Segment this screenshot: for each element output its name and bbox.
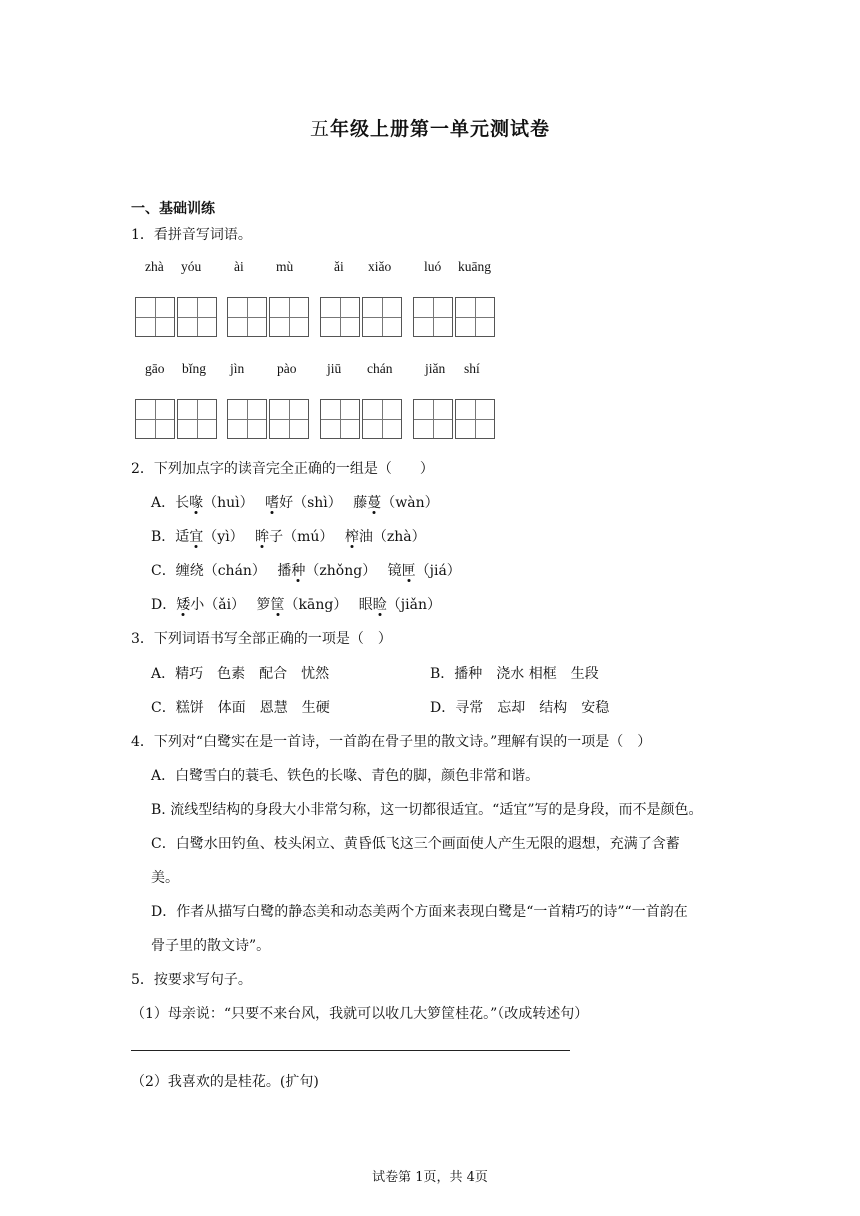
title-main: 年级上册第一单元测试卷 — [330, 118, 551, 140]
q4-option-b: B. 流线型结构的身段大小非常匀称，这一切都很适宜。“适宜”写的是身段，而不是颜色。 — [151, 802, 703, 818]
pinyin: jìn — [230, 361, 245, 376]
q3-option-a: A．精巧 色素 配合 忧然 — [151, 666, 330, 682]
writing-cell[interactable] — [227, 297, 267, 337]
q3-option-b: B．播种 浇水 相框 生段 — [430, 666, 599, 682]
q4-option-d-cont: 骨子里的散文诗”。 — [151, 938, 271, 954]
section-heading: 一、基础训练 — [131, 201, 215, 217]
page-footer: 试卷第 1页，共 4页 — [372, 1170, 488, 1185]
q2-option-d: D．矮小（ǎi） 箩筐（kāng） 眼睑（jiǎn） — [151, 597, 441, 613]
writing-cell[interactable] — [269, 297, 309, 337]
page-title — [0, 114, 860, 141]
title-prefix: 五 — [309, 118, 330, 140]
q2-option-b: B．适宜（yì） 眸子（mú） 榨油（zhà） — [151, 529, 426, 545]
writing-cell[interactable] — [269, 399, 309, 439]
pinyin: shí — [464, 361, 480, 376]
q4-option-a: A．白鹭雪白的蓑毛、铁色的长喙、青色的脚，颜色非常和谐。 — [151, 768, 540, 784]
pinyin: pào — [277, 361, 297, 376]
q5-sub1: （1）母亲说：“只要不来台风，我就可以收几大箩筐桂花。”（改成转述句） — [131, 1006, 589, 1022]
q3-stem: 3．下列词语书写全部正确的一项是（ ） — [131, 631, 392, 647]
writing-cell[interactable] — [135, 297, 175, 337]
writing-cell[interactable] — [455, 399, 495, 439]
pinyin: luó — [424, 259, 442, 274]
q2-stem: 2．下列加点字的读音完全正确的一组是（ ） — [131, 461, 434, 477]
q5-sub2: （2）我喜欢的是桂花。(扩句) — [131, 1074, 319, 1090]
q2-option-c: C．缠绕（chán） 播种（zhǒng） 镜匣（jiá） — [151, 563, 461, 579]
q2-option-a: A．长喙（huì） 嗜好（shì） 藤蔓（wàn） — [151, 495, 439, 511]
writing-cell[interactable] — [362, 297, 402, 337]
q3-option-d: D．寻常 忘却 结构 安稳 — [430, 700, 610, 716]
pinyin: zhà — [145, 259, 164, 274]
pinyin: chán — [367, 361, 393, 376]
answer-line[interactable] — [131, 1050, 570, 1051]
pinyin: ài — [234, 259, 244, 274]
writing-cell[interactable] — [413, 297, 453, 337]
writing-cell[interactable] — [177, 297, 217, 337]
pinyin: jiǎn — [425, 361, 446, 376]
q3-option-c: C．糕饼 体面 恩慧 生硬 — [151, 700, 330, 716]
q4-option-c-cont: 美。 — [151, 870, 179, 886]
pinyin: bǐng — [182, 361, 207, 376]
q4-option-c: C．白鹭水田钓鱼、枝头闲立、黄昏低飞这三个画面使人产生无限的遐想，充满了含蓄 — [151, 836, 680, 852]
pinyin: ǎi — [334, 259, 344, 274]
q5-stem: 5．按要求写句子。 — [131, 972, 252, 988]
q4-option-d: D．作者从描写白鹭的静态美和动态美两个方面来表现白鹭是“一首精巧的诗”“一首韵在 — [151, 904, 688, 920]
pinyin: kuāng — [458, 259, 491, 274]
pinyin: yóu — [181, 259, 202, 274]
writing-cell[interactable] — [227, 399, 267, 439]
pinyin: gāo — [145, 361, 165, 376]
q4-stem: 4．下列对“白鹭实在是一首诗，一首韵在骨子里的散文诗。”理解有误的一项是（ ） — [131, 734, 652, 750]
writing-cell[interactable] — [135, 399, 175, 439]
writing-cell[interactable] — [177, 399, 217, 439]
pinyin: mù — [276, 259, 294, 274]
writing-cell[interactable] — [413, 399, 453, 439]
writing-cell[interactable] — [362, 399, 402, 439]
pinyin: jiū — [327, 361, 342, 376]
writing-cell[interactable] — [320, 297, 360, 337]
q1-stem: 1．看拼音写词语。 — [131, 227, 252, 243]
pinyin: xiǎo — [368, 259, 392, 274]
writing-cell[interactable] — [455, 297, 495, 337]
writing-cell[interactable] — [320, 399, 360, 439]
